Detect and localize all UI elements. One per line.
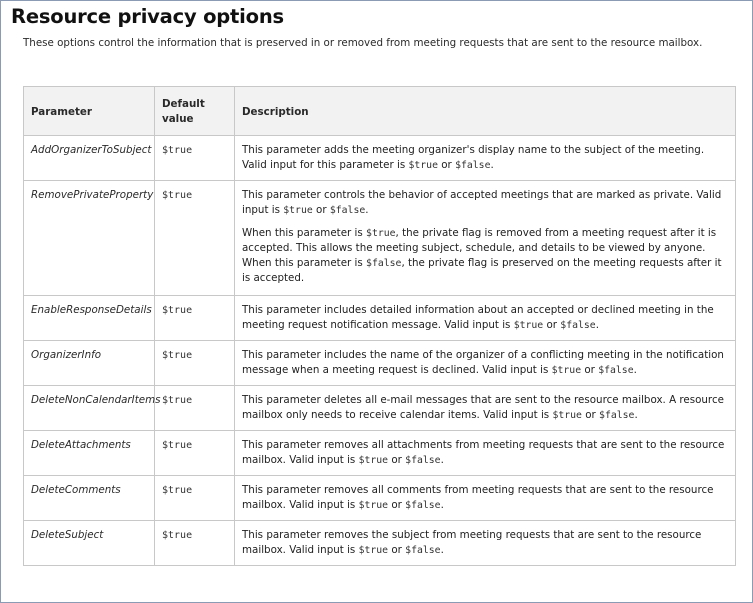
description-cell (235, 341, 736, 386)
description-segment: , the private flag is removed from a meeting request after it is accepted. This allows the meeting subject, schedule, and details to be viewed by anyone. When this parameter is (242, 227, 717, 269)
description-segment: or (312, 204, 330, 216)
code-value: $false (329, 205, 366, 216)
table-header-row (24, 87, 736, 136)
description-segment: . (633, 364, 637, 376)
default-value: $true (155, 386, 235, 431)
description-segment: or (581, 364, 599, 376)
code-value: $false (599, 410, 635, 421)
header-default-line2: value (162, 113, 194, 125)
description-cell (235, 181, 736, 296)
description-text (242, 438, 728, 468)
description-segment: . (595, 319, 599, 331)
table-row (24, 296, 736, 341)
description-segment: . (365, 204, 369, 216)
description-segment: This parameter adds the meeting organizer's display name to the subject of the meeting. Valid input for this parameter is (242, 144, 705, 171)
description-segment: . (440, 454, 444, 466)
table-row (24, 341, 736, 386)
header-description: Description (235, 87, 736, 136)
code-value: $true (551, 365, 582, 376)
table-row (24, 386, 736, 431)
code-value: $false (560, 320, 596, 331)
code-value: $true (283, 205, 313, 216)
description-text (242, 393, 728, 423)
code-value: $false (405, 545, 441, 556)
description-cell (235, 296, 736, 341)
parameter-name: DeleteComments (24, 476, 155, 521)
parameter-name: RemovePrivateProperty (24, 181, 155, 296)
code-value: $false (405, 500, 441, 511)
description-segment: or (388, 499, 406, 511)
parameter-name: DeleteSubject (24, 521, 155, 566)
header-default-value (155, 87, 235, 136)
code-value: $true (513, 320, 544, 331)
description-segment: . (490, 159, 494, 171)
code-value: $true (358, 545, 389, 556)
description-segment: or (388, 544, 406, 556)
default-value: $true (155, 476, 235, 521)
description-cell (235, 476, 736, 521)
default-value: $true (155, 181, 235, 296)
description-text (242, 483, 728, 513)
description-segment: or (388, 454, 406, 466)
description-text (242, 303, 728, 333)
description-segment: or (581, 409, 600, 421)
table-row (24, 521, 736, 566)
parameter-name: DeleteAttachments (24, 431, 155, 476)
parameters-table (23, 86, 736, 566)
description-segment: This parameter deletes all e-mail messages that are sent to the resource mailbox. A resource mailbox only needs to receive calendar items. Valid input is (242, 394, 724, 421)
parameter-name: OrganizerInfo (24, 341, 155, 386)
header-default-line1: Default (162, 98, 205, 110)
code-value: $true (408, 160, 438, 171)
description-text (242, 226, 728, 286)
description-text (242, 348, 728, 378)
table-row (24, 136, 736, 181)
description-segment: This parameter removes the subject from meeting requests that are sent to the resource mailbox. Valid input is (242, 529, 702, 556)
table-row (24, 476, 736, 521)
description-segment: . (440, 499, 444, 511)
default-value: $true (155, 341, 235, 386)
parameter-name: EnableResponseDetails (24, 296, 155, 341)
description-text (242, 528, 728, 558)
description-cell (235, 386, 736, 431)
description-segment: . (634, 409, 638, 421)
code-value: $false (598, 365, 634, 376)
page-subtitle: These options control the information that is preserved in or removed from meeting requests that are sent to the resource mailbox. (23, 37, 703, 49)
description-segment: This parameter includes the name of the organizer of a conflicting meeting in the notification message when a meeting request is declined. Valid input is (242, 349, 724, 376)
description-segment: This parameter removes all attachments from meeting requests that are sent to the resource mailbox. Valid input is (242, 439, 725, 466)
default-value: $true (155, 136, 235, 181)
code-value: $true (366, 228, 396, 239)
parameter-name: DeleteNonCalendarItems (24, 386, 155, 431)
description-cell (235, 521, 736, 566)
parameter-name: AddOrganizerToSubject (24, 136, 155, 181)
description-text (242, 188, 728, 218)
description-segment: This parameter controls the behavior of accepted meetings that are marked as private. Valid input is (242, 189, 722, 216)
code-value: $true (358, 500, 389, 511)
page-title: Resource privacy options (11, 5, 284, 28)
description-segment: or (437, 159, 456, 171)
table-row (24, 431, 736, 476)
description-segment: When this parameter is (242, 227, 367, 239)
description-segment: , the private flag is preserved on the meeting requests after it is accepted. (242, 257, 722, 284)
code-value: $true (358, 455, 389, 466)
table-row (24, 181, 736, 296)
description-segment: . (440, 544, 444, 556)
default-value: $true (155, 431, 235, 476)
code-value: $true (552, 410, 582, 421)
code-value: $false (455, 160, 491, 171)
code-value: $false (405, 455, 441, 466)
description-segment: This parameter includes detailed information about an accepted or declined meeting in the meeting request notification message. Valid input is (242, 304, 714, 331)
default-value: $true (155, 521, 235, 566)
description-segment: This parameter removes all comments from meeting requests that are sent to the resource mailbox. Valid input is (242, 484, 714, 511)
code-value: $false (366, 258, 402, 269)
default-value: $true (155, 296, 235, 341)
description-cell (235, 136, 736, 181)
description-text (242, 143, 728, 173)
header-parameter: Parameter (24, 87, 155, 136)
description-cell (235, 431, 736, 476)
description-segment: or (543, 319, 561, 331)
